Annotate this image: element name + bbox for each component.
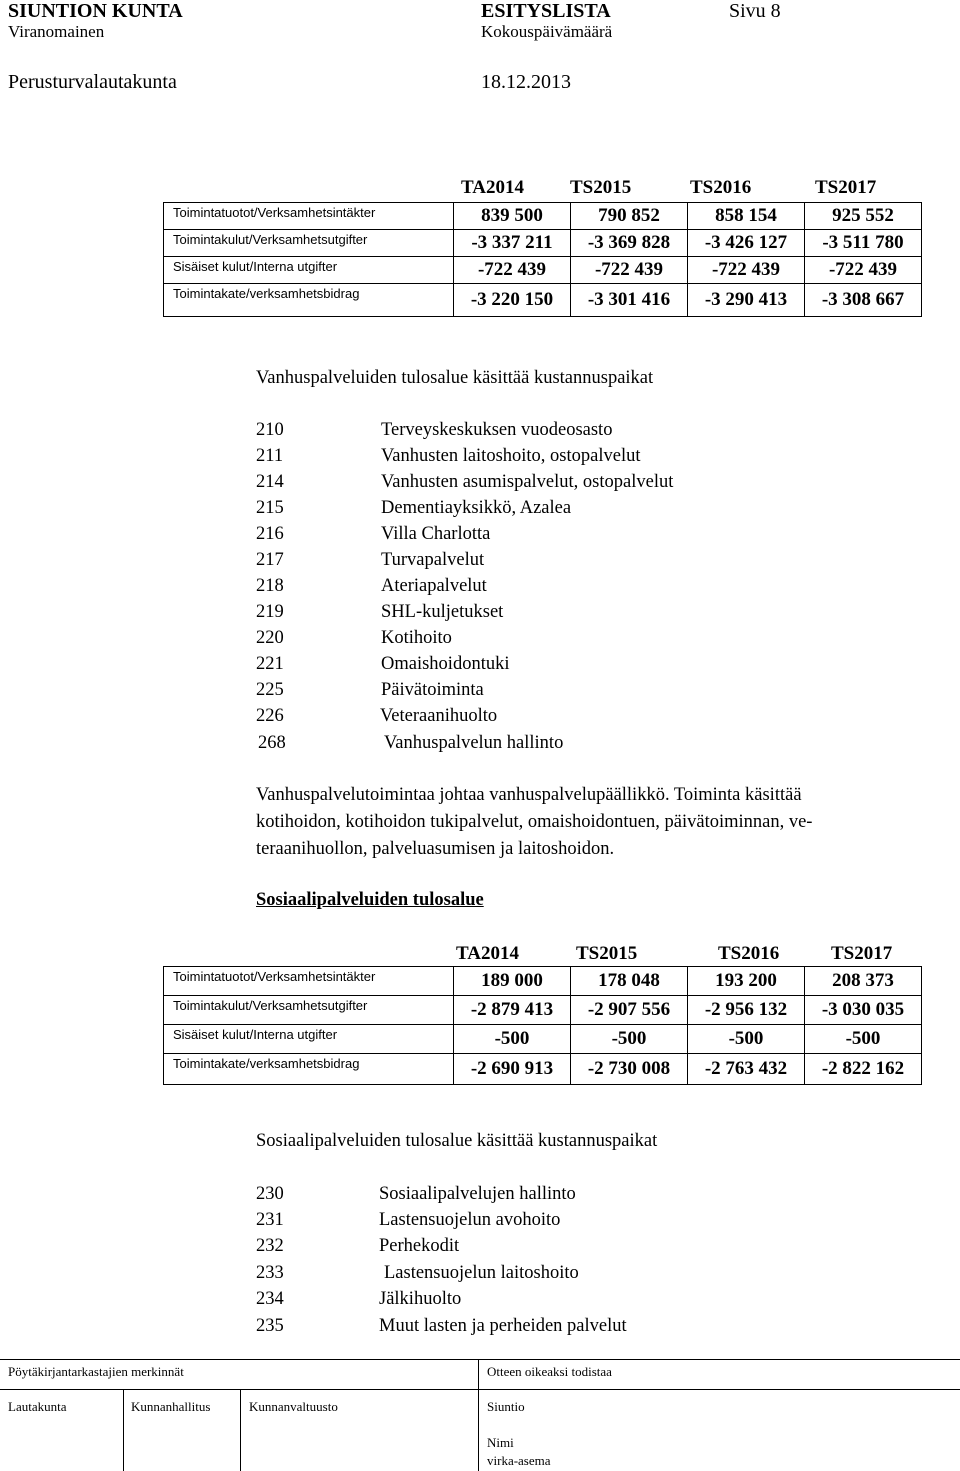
cost-center-code: 234 bbox=[256, 1289, 284, 1309]
cell-value: -2 730 008 bbox=[571, 1054, 688, 1085]
row-label: Toimintakulut/Verksamhetsutgifter bbox=[164, 230, 454, 257]
cost-center-code: 220 bbox=[256, 628, 284, 648]
cost-center-code: 268 bbox=[258, 733, 286, 753]
cell-value: -2 879 413 bbox=[454, 996, 571, 1025]
meeting-date: 18.12.2013 bbox=[481, 71, 571, 93]
row-label: Toimintatuotot/Verksamhetsintäkter bbox=[164, 967, 454, 996]
cell-value: -722 439 bbox=[571, 257, 688, 284]
footer-column-divider bbox=[240, 1389, 241, 1471]
cost-center-name: Kotihoito bbox=[381, 628, 452, 648]
cell-value: -2 763 432 bbox=[688, 1054, 805, 1085]
cost-center-name: Jälkihuolto bbox=[379, 1289, 462, 1309]
year-header: TS2017 bbox=[815, 177, 877, 198]
footer-column-divider bbox=[478, 1359, 479, 1471]
footer-row-rule bbox=[0, 1389, 960, 1390]
position-label: virka-asema bbox=[487, 1453, 551, 1468]
footer-top-rule bbox=[0, 1359, 960, 1360]
cost-center-code: 218 bbox=[256, 576, 284, 596]
cost-center-code: 232 bbox=[256, 1236, 284, 1256]
page-number: Sivu 8 bbox=[729, 0, 781, 22]
doc-type: ESITYSLISTA bbox=[481, 0, 611, 22]
cell-value: -3 337 211 bbox=[454, 230, 571, 257]
cell-value: 189 000 bbox=[454, 967, 571, 996]
row-label: Sisäiset kulut/Interna utgifter bbox=[164, 257, 454, 284]
year-header: TS2017 bbox=[831, 943, 893, 964]
cell-value: -3 030 035 bbox=[805, 996, 922, 1025]
section-intro: Vanhuspalveluiden tulosalue käsittää kustannuspaikat bbox=[256, 368, 654, 388]
authority-label: Viranomainen bbox=[8, 22, 105, 41]
table-row bbox=[164, 996, 922, 1025]
year-header: TS2015 bbox=[576, 943, 638, 964]
cost-center-code: 233 bbox=[256, 1263, 284, 1283]
cost-center-name: Terveyskeskuksen vuodeosasto bbox=[381, 420, 613, 440]
cell-value: 925 552 bbox=[805, 203, 922, 230]
cell-value: -2 956 132 bbox=[688, 996, 805, 1025]
finance-table-social bbox=[163, 966, 922, 1085]
cost-center-name: Vanhuspalvelun hallinto bbox=[384, 733, 564, 753]
certified-label: Otteen oikeaksi todistaa bbox=[487, 1364, 612, 1379]
assembly-label: Kunnanvaltuusto bbox=[249, 1399, 338, 1414]
org-name: SIUNTION KUNTA bbox=[8, 0, 183, 22]
cost-center-name: Vanhusten laitoshoito, ostopalvelut bbox=[381, 446, 641, 466]
cost-center-name: Dementiayksikkö, Azalea bbox=[381, 498, 572, 518]
description-line: Vanhuspalvelutoimintaa johtaa vanhuspalvelupäällikkö. Toiminta käsittää bbox=[256, 785, 802, 805]
meeting-date-label: Kokouspäivämäärä bbox=[481, 22, 613, 41]
authority-name: Perusturvalautakunta bbox=[8, 71, 177, 93]
table-row bbox=[164, 967, 922, 996]
table-row bbox=[164, 284, 922, 317]
cell-value: -3 369 828 bbox=[571, 230, 688, 257]
cell-value: -500 bbox=[571, 1025, 688, 1054]
cell-value: -722 439 bbox=[454, 257, 571, 284]
cell-value: -2 822 162 bbox=[805, 1054, 922, 1085]
cost-center-name: Sosiaalipalvelujen hallinto bbox=[379, 1184, 576, 1204]
description-line: teraanihuollon, palveluasumisen ja laitoshoidon. bbox=[256, 839, 615, 859]
section-intro: Sosiaalipalveluiden tulosalue käsittää kustannuspaikat bbox=[256, 1131, 658, 1151]
board-label: Lautakunta bbox=[8, 1399, 67, 1414]
table-row bbox=[164, 203, 922, 230]
cell-value: 193 200 bbox=[688, 967, 805, 996]
cell-value: 839 500 bbox=[454, 203, 571, 230]
council-label: Kunnanhallitus bbox=[131, 1399, 211, 1414]
reviewers-label: Pöytäkirjantarkastajien merkinnät bbox=[8, 1364, 184, 1379]
cell-value: 790 852 bbox=[571, 203, 688, 230]
cost-center-code: 235 bbox=[256, 1316, 284, 1336]
cell-value: -500 bbox=[454, 1025, 571, 1054]
cost-center-name: Omaishoidontuki bbox=[381, 654, 510, 674]
cell-value: 858 154 bbox=[688, 203, 805, 230]
year-header: TS2016 bbox=[690, 177, 752, 198]
year-header: TA2014 bbox=[456, 943, 519, 964]
cost-center-code: 226 bbox=[256, 706, 284, 726]
cell-value: -3 301 416 bbox=[571, 284, 688, 317]
table-row bbox=[164, 257, 922, 284]
cost-center-name: SHL-kuljetukset bbox=[381, 602, 504, 622]
description-line: kotihoidon, kotihoidon tukipalvelut, omaishoidontuen, päivätoiminnan, ve- bbox=[256, 812, 813, 832]
table-row bbox=[164, 1025, 922, 1054]
name-label: Nimi bbox=[487, 1435, 514, 1450]
cell-value: -722 439 bbox=[805, 257, 922, 284]
cost-center-name: Perhekodit bbox=[379, 1236, 460, 1256]
cell-value: -2 907 556 bbox=[571, 996, 688, 1025]
cell-value: -722 439 bbox=[688, 257, 805, 284]
cell-value: -500 bbox=[688, 1025, 805, 1054]
row-label: Toimintakate/verksamhetsbidrag bbox=[164, 1054, 454, 1085]
cost-center-name: Veteraanihuolto bbox=[380, 706, 498, 726]
cost-center-code: 210 bbox=[256, 420, 284, 440]
section-heading: Sosiaalipalveluiden tulosalue bbox=[256, 890, 484, 910]
year-header: TS2016 bbox=[718, 943, 780, 964]
cell-value: 208 373 bbox=[805, 967, 922, 996]
year-header: TS2015 bbox=[570, 177, 632, 198]
cost-center-code: 221 bbox=[256, 654, 284, 674]
cell-value: -500 bbox=[805, 1025, 922, 1054]
footer-column-divider bbox=[123, 1389, 124, 1471]
cost-center-code: 231 bbox=[256, 1210, 284, 1230]
cell-value: -3 220 150 bbox=[454, 284, 571, 317]
cost-center-code: 216 bbox=[256, 524, 284, 544]
table-row bbox=[164, 1054, 922, 1085]
cost-center-name: Muut lasten ja perheiden palvelut bbox=[379, 1316, 627, 1336]
row-label: Sisäiset kulut/Interna utgifter bbox=[164, 1025, 454, 1054]
cost-center-name: Päivätoiminta bbox=[381, 680, 484, 700]
cost-center-name: Ateriapalvelut bbox=[381, 576, 487, 596]
cost-center-code: 230 bbox=[256, 1184, 284, 1204]
cost-center-code: 219 bbox=[256, 602, 284, 622]
cost-center-name: Lastensuojelun avohoito bbox=[379, 1210, 561, 1230]
cell-value: 178 048 bbox=[571, 967, 688, 996]
cost-center-code: 215 bbox=[256, 498, 284, 518]
cost-center-name: Villa Charlotta bbox=[381, 524, 491, 544]
table-row bbox=[164, 230, 922, 257]
cost-center-code: 225 bbox=[256, 680, 284, 700]
row-label: Toimintatuotot/Verksamhetsintäkter bbox=[164, 203, 454, 230]
cell-value: -3 426 127 bbox=[688, 230, 805, 257]
row-label: Toimintakulut/Verksamhetsutgifter bbox=[164, 996, 454, 1025]
cost-center-code: 217 bbox=[256, 550, 284, 570]
finance-table-elderly bbox=[163, 202, 922, 317]
cell-value: -3 308 667 bbox=[805, 284, 922, 317]
cost-center-name: Vanhusten asumispalvelut, ostopalvelut bbox=[381, 472, 674, 492]
cell-value: -3 511 780 bbox=[805, 230, 922, 257]
cell-value: -2 690 913 bbox=[454, 1054, 571, 1085]
cell-value: -3 290 413 bbox=[688, 284, 805, 317]
cost-center-code: 211 bbox=[256, 446, 284, 466]
cost-center-code: 214 bbox=[256, 472, 284, 492]
year-header: TA2014 bbox=[461, 177, 524, 198]
row-label: Toimintakate/verksamhetsbidrag bbox=[164, 284, 454, 317]
cost-center-name: Lastensuojelun laitoshoito bbox=[384, 1263, 579, 1283]
place-label: Siuntio bbox=[487, 1399, 525, 1414]
cost-center-name: Turvapalvelut bbox=[381, 550, 485, 570]
